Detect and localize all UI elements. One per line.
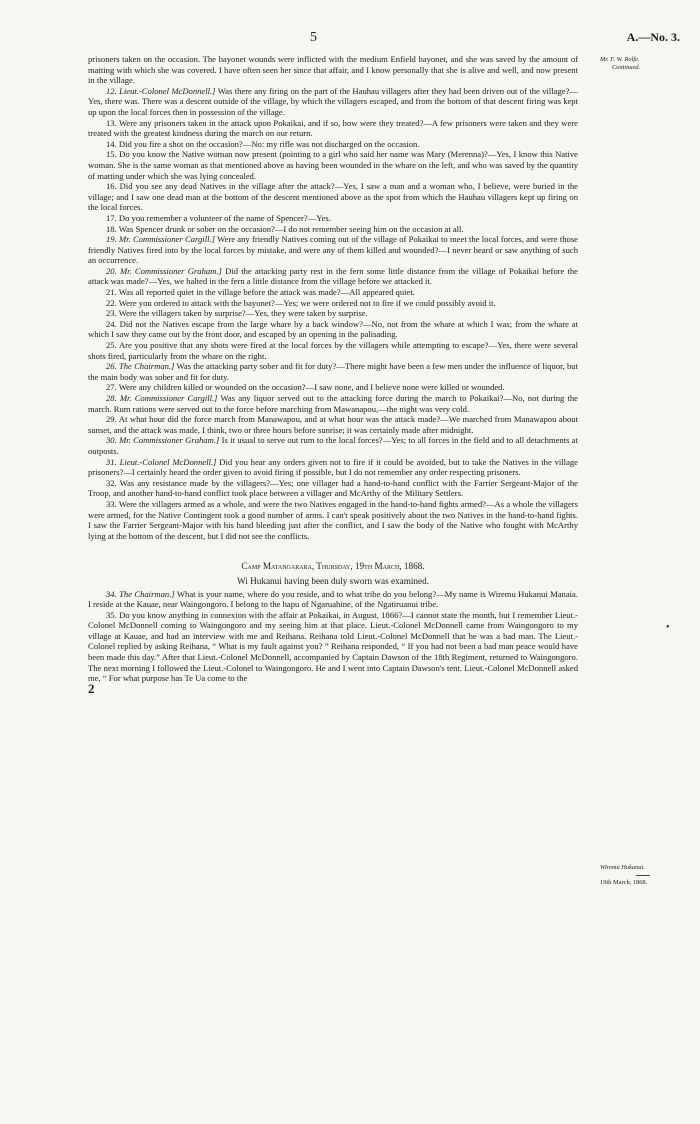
question-paragraph — [88, 287, 578, 298]
question-paragraph — [88, 435, 578, 456]
paragraph-text: 25. Are you positive that any shots were fired at the local forces by the villagers while attempting to escape?—Yes, there were several shots fired, particularly from the whare on the right. — [88, 340, 578, 361]
question-paragraph — [88, 234, 578, 266]
paragraph-text: prisoners taken on the occasion. The bayonet wounds were inflicted with the medium Enfield bayonet, and she was saved by the amount of matting with which she was covered. I have often seen her since that affair, and I know personally that she is alive and well, and now present in the village. — [88, 54, 578, 86]
question-paragraph — [88, 298, 578, 309]
margin-note-rolfe — [600, 56, 686, 72]
speaker-label: 34. The Chairman.] — [106, 588, 175, 599]
sworn-line: Wi Hukanui having been duly sworn was examined. — [236, 575, 429, 586]
question-paragraph — [88, 224, 578, 235]
question-paragraph — [88, 478, 578, 499]
speaker-label: 19. Mr. Commissioner Cargill.] — [106, 234, 215, 245]
question-paragraph — [88, 213, 578, 224]
document-reference: A.—No. 3. — [626, 30, 680, 44]
question-paragraph — [88, 610, 578, 684]
margin-note-hukanui-date: 19th March, 1868. — [600, 879, 648, 886]
paragraph-text: 22. Were you ordered to attack with the bayonet?—Yes; we were ordered not to fire if we could possibly avoid it. — [106, 297, 496, 308]
speaker-label: 28. Mr. Commissioner Cargill.] — [106, 393, 218, 403]
paragraph-text: 18. Was Spencer drunk or sober on the occasion?—I do not remember seeing him on the occasion at all. — [106, 223, 464, 234]
question-paragraph — [88, 86, 578, 118]
paragraph-text: 14. Did you fire a shot on the occasion?—No: my rifle was not discharged on the occasion. — [106, 138, 420, 149]
question-paragraph — [88, 319, 578, 340]
speaker-label: 20. Mr. Commissioner Graham.] — [106, 265, 222, 276]
paragraph-text: 16. Did you see any dead Natives in the village after the attack?—Yes, I saw a man and a woman who, I believe, were buried in the village; and I saw one dead man at the bottom of the descent mentioned above as the spot from which the Hauhau villagers kept up firing on the local forces. — [88, 181, 578, 213]
paragraph-text: Is it usual to serve out rum to the local forces?—Yes; to all forces in the field and to all detachments at outposts. — [88, 435, 578, 456]
question-paragraph — [88, 139, 578, 150]
testimony-section-hukanui — [88, 589, 578, 684]
question-paragraph — [88, 181, 578, 213]
stray-mark: • — [666, 622, 670, 633]
paragraph-text: 24. Did not the Natives escape from the large whare by a back window?—No, not from the whare at which I was; from the whare at which I saw they came out by the front door, and escaped by an opening in the palisading. — [88, 318, 578, 340]
question-paragraph — [88, 149, 578, 181]
paragraph-text: What is your name, where do you reside, and to what tribe do you belong?—My name is Wiremu Hukanui Manaia. I reside at the Kauae, near Waingongoro. I belong to the hapu of Ngaruahine, of the Ngatiruanui tribe. — [88, 588, 578, 610]
question-paragraph — [88, 266, 578, 287]
question-paragraph — [88, 118, 578, 139]
speaker-label: 30. Mr. Commissioner Graham.] — [106, 435, 220, 446]
paragraph-text: Did you hear any orders given not to fire if it could be avoided, but to take the Natives in the village prisoners?—I certainly heard the order given to avoid firing if possible, but I do not remember any order respecting prisoners. — [88, 456, 578, 478]
paragraph-text: 13. Were any prisoners taken in the attack upon Pokaikai, and if so, how were they treated?—A few prisoners were taken and they were treated with the greatest kindness during the march on our return. — [88, 117, 578, 139]
question-paragraph — [88, 499, 578, 541]
question-paragraph — [88, 589, 578, 610]
paragraph-text: 23. Were the villagers taken by surprise?—Yes, they were taken by surprise. — [106, 308, 368, 319]
paragraph-text: Were any friendly Natives coming out of the village of Pokaikai to meet the local forces, and were those friendly Natives fired into by the local forces by mistake, and were any of them killed and wounded?—I never heard or saw anything of such an occurrence. — [88, 234, 578, 266]
question-paragraph — [88, 457, 578, 478]
speaker-label: 12. Lieut.-Colonel McDonnell.] — [106, 85, 216, 96]
speaker-label: 26. The Chairman.] — [106, 361, 175, 372]
margin-note-rolfe-name: Mr. F. W. Rolfe. — [600, 56, 640, 63]
paragraph-text: 32. Was any resistance made by the villagers?—Yes; one villager had a hand-to-hand conflict with the Farrier Sergeant-Major of the Troop, and another hand-to-hand conflict took place between a villager and McArthy of the Military Settlers. — [88, 477, 578, 499]
document-body — [88, 54, 578, 694]
question-paragraph — [88, 361, 578, 382]
question-paragraph — [88, 414, 578, 435]
question-paragraph — [88, 382, 578, 393]
question-paragraph — [88, 340, 578, 361]
paragraph-text: Was any liquor served out to the attacking force during the march to Pokaikai?—No, not during the march. Rum rations were served out to the force before marching from Mawanapou,—the night was very cold. — [88, 393, 578, 414]
paragraph-text: 21. Was all reported quiet in the village before the attack was made?—All appeared quiet. — [106, 287, 415, 298]
question-paragraph — [88, 308, 578, 319]
speaker-label: 31. Lieut.-Colonel McDonnell.] — [106, 456, 217, 467]
paragraph-text: 27. Were any children killed or wounded on the occasion?—I saw none, and I believe none were killed or wounded. — [106, 382, 505, 393]
margin-note-hukanui — [600, 864, 686, 887]
signature-mark: 2 — [88, 680, 95, 696]
margin-note-rolfe-continued: Continued. — [612, 64, 641, 71]
margin-divider — [636, 875, 650, 876]
paragraph-text: 35. Do you know anything in connexion with the affair at Pokaikai, in August, 1866?—I cannot state the month, but I remember Lieut.-Colonel McDonnell coming to Waingongoro and my seeing him at that place. Lieut.-Colonel McDonnell came from Waingongoro to my village at Kauae, and had an interview with me and Reihana. Reihana told Lieut.-Colonel McDonnell that he was a bad man. The Lieut.-Colonel replied by asking Reihana, “ What is my fault against you? ” Reihana responded, “ If you had not been a bad man peace would have been made this day.” After that Lieut.-Colonel McDonnell, accompanied by Captain Dawson of the 18th Regiment, returned to Waingongoro. The next morning I followed the Lieut.-Colonel to Waingongoro. He and I went into Captain Dawson's tent. Lieut.-Colonel McDonnell asked me, “ For what purpose has Te Ua come to the — [88, 609, 578, 684]
paragraph-text: Was the attacking party sober and fit for duty?—There might have been a few men under the influence of liquor, but the main body was sober and fit for duty. — [88, 361, 578, 382]
paragraph-text: 33. Were the villagers armed as a whole, and were the two Natives engaged in the hand-to-hand fights armed?—As a whole the villagers were armed, for the Native Contingent took a good number of arms. I can't speak positively about the two Natives in the hand-to-hand fights. I saw the Farrier Sergeant-Major with his hand bleeding just after the conflict, and I saw the body of the Native who fought with McArthy lying at the bottom of the descent, but I did not see the conflicts. — [88, 498, 578, 541]
paragraph-text: Was there any firing on the part of the Hauhau villagers after they had been driven out of the village?—Yes, there was. There was a descent outside of the village, by which the villagers escaped, and from the bottom of that descent firing was kept up upon the local forces then in possession of the village. — [88, 85, 578, 117]
question-paragraph — [88, 54, 578, 86]
paragraph-text: 29. At what hour did the force march from Manawapou, and at what hour was the attack made?—We marched from Manawapou about sunset, and the attack was made, I think, two or three hours before sunrise; it was certainly made after midnight. — [88, 414, 578, 435]
paragraph-text: 15. Do you know the Native woman now present (pointing to a girl who said her name was Mary (Merenna)?—Yes, I know this Native woman. She is the same woman as that mentioned above as having been wounded in the whare on the left, and who was saved by the quantity of matting under which she was lying concealed. — [88, 149, 578, 181]
paragraph-text: Did the attacking party rest in the fern some little distance from the village of Pokaikai before the attack was made?—Yes, we halted in the fern a little distance from the village before we attacked it. — [88, 265, 578, 287]
paragraph-text: 17. Do you remember a volunteer of the name of Spencer?—Yes. — [106, 212, 331, 223]
margin-note-hukanui-name: Wiremu Hukanui. — [600, 864, 645, 871]
page-number: 5 — [310, 30, 317, 45]
camp-heading: Camp Matangarara, Thursday, 19th March, 1868. — [241, 561, 425, 572]
testimony-section-rolfe — [88, 54, 578, 541]
question-paragraph — [88, 393, 578, 414]
